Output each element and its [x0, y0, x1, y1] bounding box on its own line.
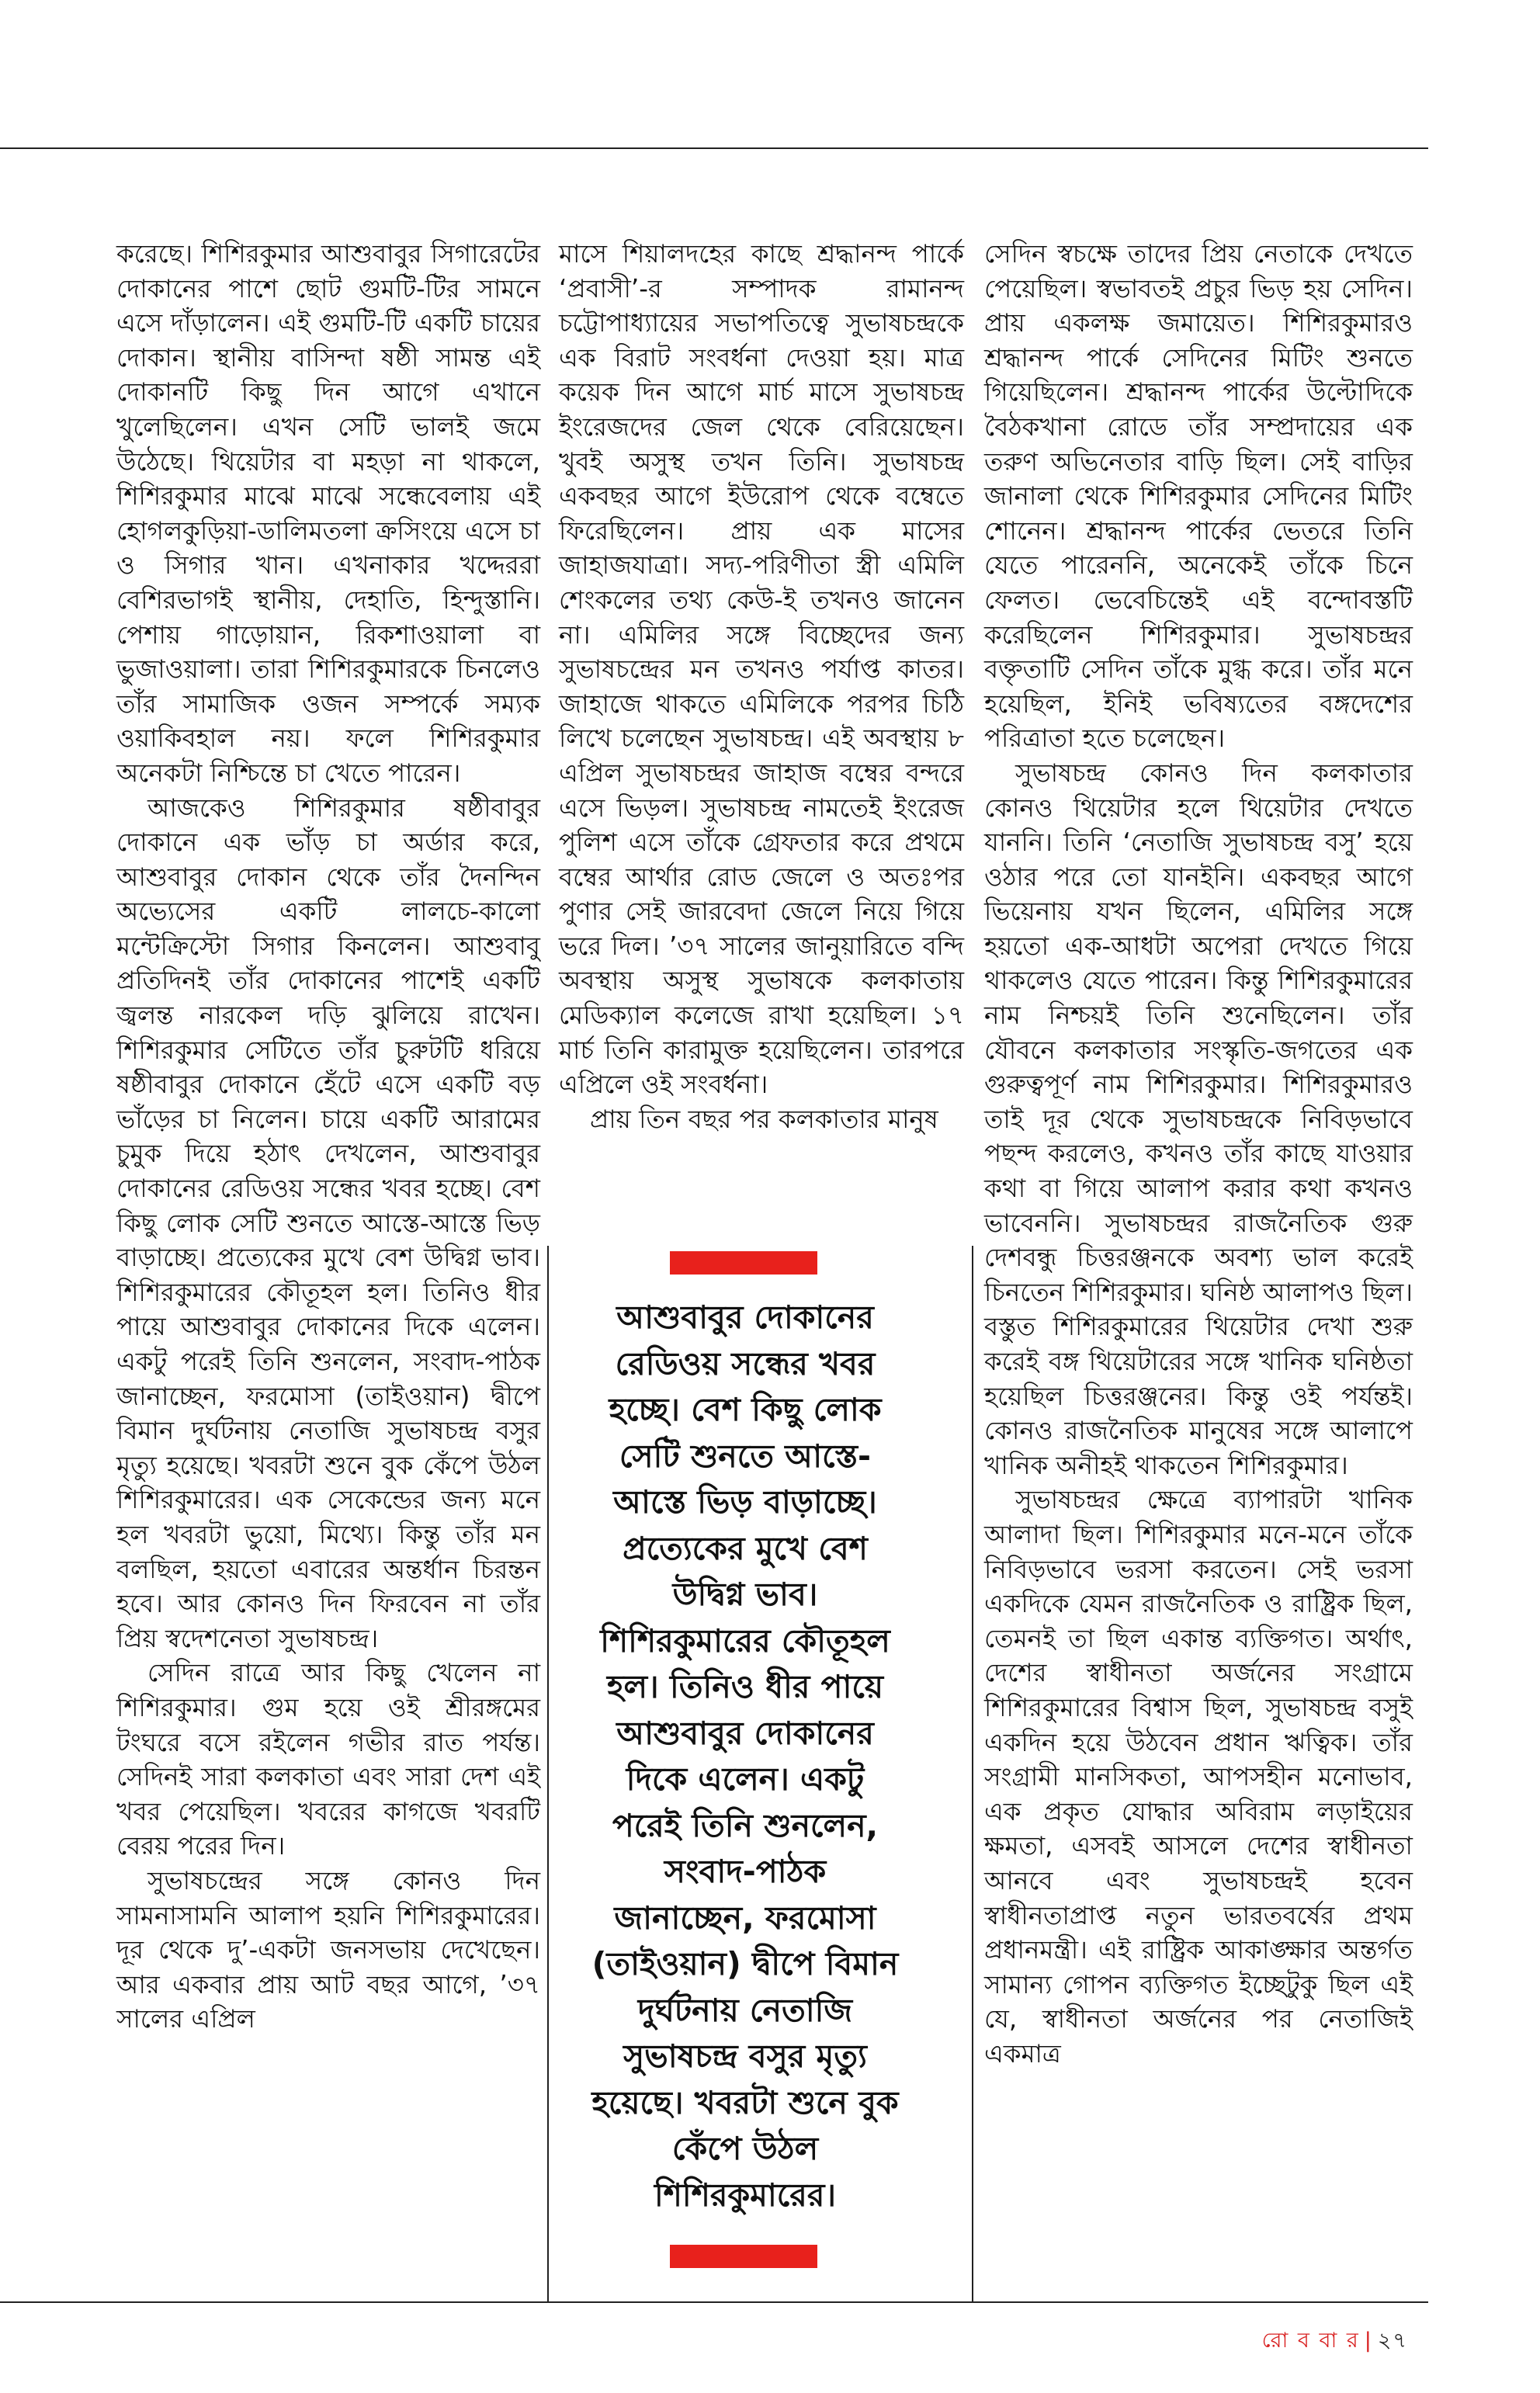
top-rule	[0, 147, 1428, 149]
article-paragraph: মাসে শিয়ালদহের কাছে শ্রদ্ধানন্দ পার্কে ‘প্রবাসী’-র সম্পাদক রামানন্দ চট্টোপাধ্যায়ের সভাপতিত্বে সুভাষচন্দ্রকে এক বিরাট সংবর্ধনা দেওয়া হয়। মাত্র কয়েক দিন আগে মার্চ মাসে সুভাষচন্দ্র ইংরেজদের জেল থেকে বেরিয়েছেন। খুবই অসুস্থ তখন তিনি। সুভাষচন্দ্র একবছর আগে ইউরোপ থেকে বম্বেতে ফিরেছিলেন। প্রায় এক মাসের জাহাজযাত্রা। সদ্য-পরিণীতা স্ত্রী এমিলি শেংকলের তথ্য কেউ-ই তখনও জানেন না। এমিলির সঙ্গে বিচ্ছেদের জন্য সুভাষচন্দ্রের মন তখনও পর্যাপ্ত কাতর। জাহাজে থাকতে এমিলিকে পরপর চিঠি লিখে চলেছেন সুভাষচন্দ্র। এই অবস্থায় ৮ এপ্রিল সুভাষচন্দ্রর জাহাজ বম্বের বন্দরে এসে ভিড়ল। সুভাষচন্দ্র নামতেই ইংরেজ পুলিশ এসে তাঁকে গ্রেফতার করে প্রথমে বম্বের আর্থার রোড জেলে ও অতঃপর পুণার সেই জারবেদা জেলে নিয়ে গিয়ে ভরে দিল। ’৩৭ সালের জানুয়ারিতে বন্দি অবস্থায় অসুস্থ সুভাষকে কলকাতায় মেডিক্যাল কলেজে রাখা হয়েছিল। ১৭ মার্চ তিনি কারামুক্ত হয়েছিলেন। তারপরে এপ্রিলে ওই সংবর্ধনা।	[559, 239, 964, 1100]
column-divider-right	[972, 1246, 973, 2301]
article-column-2	[559, 237, 964, 1136]
article-paragraph: আজকেও শিশিরকুমার ষষ্ঠীবাবুর দোকানে এক ভাঁড় চা অর্ডার করে, আশুবাবুর দোকান থেকে তাঁর দৈনন্দিন অভ্যেসের একটি লালচে-কালো মন্টেক্রিস্টো সিগার কিনলেন। আশুবাবু প্রতিদিনই তাঁর দোকানের পাশেই একটি জ্বলন্ত নারকেল দড়ি ঝুলিয়ে রাখেন। শিশিরকুমার সেটিতে তাঁর চুরুটটি ধরিয়ে ষষ্ঠীবাবুর দোকানে হেঁটে এসে একটি বড় ভাঁড়ের চা নিলেন। চায়ে একটি আরামের চুমুক দিয়ে হঠাৎ দেখলেন, আশুবাবুর দোকানের রেডিওয় সন্ধের খবর হচ্ছে। বেশ কিছু লোক সেটি শুনতে আস্তে-আস্তে ভিড় বাড়াচ্ছে। প্রত্যেকের মুখে বেশ উদ্বিগ্ন ভাব। শিশিরকুমারের কৌতূহল হল। তিনিও ধীর পায়ে আশুবাবুর দোকানের দিকে এলেন। একটু পরেই তিনি শুনলেন, সংবাদ-পাঠক জানাচ্ছেন, ফরমোসা (তাইওয়ান) দ্বীপে বিমান দুর্ঘটনায় নেতাজি সুভাষচন্দ্র বসুর মৃত্যু হয়েছে। খবরটা শুনে বুক কেঁপে উঠল শিশিরকুমারের। এক সেকেন্ডের জন্য মনে হল খবরটা ভুয়ো, মিথ্যে। কিন্তু তাঁর মন বলছিল, হয়তো এবারের অন্তর্ধান চিরন্তন হবে। আর কোনও দিন ফিরবেন না তাঁর প্রিয় স্বদেশনেতা সুভাষচন্দ্র।	[116, 792, 540, 1653]
pull-quote: আশুবাবুর দোকানের রেডিওয় সন্ধের খবর হচ্ছে। বেশ কিছু লোক সেটি শুনতে আস্তে-আস্তে ভিড় বাড়াচ্ছে। প্রত্যেকের মুখে বেশ উদ্বিগ্ন ভাব। শিশিরকুমারের কৌতূহল হল। তিনিও ধীর পায়ে আশুবাবুর দোকানের দিকে এলেন। একটু পরেই তিনি শুনলেন, সংবাদ-পাঠক জানাচ্ছেন, ফরমোসা (তাইওয়ান) দ্বীপে বিমান দুর্ঘটনায় নেতাজি সুভাষচন্দ্র বসুর মৃত্যু হয়েছে। খবরটা শুনে বুক কেঁপে উঠল শিশিরকুমারের।	[591, 1299, 899, 2214]
article-paragraph: করেছে। শিশিরকুমার আশুবাবুর সিগারেটের দোকানের পাশে ছোট গুমটি-টির সামনে এসে দাঁড়ালেন। এই গুমটি-টি একটি চায়ের দোকান। স্থানীয় বাসিন্দা ষষ্ঠী সামন্ত এই দোকানটি কিছু দিন আগে এখানে খুলেছিলেন। এখন সেটি ভালই জমে উঠেছে। থিয়েটার বা মহড়া না থাকলে, শিশিরকুমার মাঝে মাঝে সন্ধেবেলায় এই হোগলকুড়িয়া-ডালিমতলা ক্রসিংয়ে এসে চা ও সিগার খান। এখনাকার খদ্দেররা বেশিরভাগই স্থানীয়, দেহাতি, হিন্দুস্তানি। পেশায় গাড়োয়ান, রিকশাওয়ালা বা ভুজাওয়ালা। তারা শিশিরকুমারকে চিনলেও তাঁর সামাজিক ওজন সম্পর্কে সম্যক ওয়াকিবহাল নয়। ফলে শিশিরকুমার অনেকটা নিশ্চিন্তে চা খেতে পারেন।	[116, 239, 540, 788]
article-column-1	[116, 237, 540, 2037]
magazine-name: রো ব বা র	[1261, 2329, 1360, 2353]
article-paragraph: সুভাষচন্দ্রের সঙ্গে কোনও দিন সামনাসামনি আলাপ হয়নি শিশিরকুমারের। দূর থেকে দু’-একটা জনসভায় দেখেছেন। আর একবার প্রায় আট বছর আগে, ’৩৭ সালের এপ্রিল	[116, 1865, 540, 2034]
pull-quote-top-bar	[670, 1251, 817, 1275]
footer-separator: |	[1364, 2329, 1373, 2353]
article-column-3	[984, 237, 1413, 2071]
page-footer	[1262, 2325, 1408, 2360]
article-paragraph: সেদিন রাত্রে আর কিছু খেলেন না শিশিরকুমার। গুম হয়ে ওই শ্রীরঙ্গমের টংঘরে বসে রইলেন গভীর রাত পর্যন্ত। সেদিনই সারা কলকাতা এবং সারা দেশ এই খবর পেয়েছিল। খবরের কাগজে খবরটি বেরয় পরের দিন।	[116, 1658, 540, 1861]
page-number: ২৭	[1377, 2329, 1408, 2353]
pull-quote-bottom-bar	[670, 2245, 817, 2268]
bottom-rule	[0, 2301, 1428, 2303]
article-paragraph: প্রায় তিন বছর পর কলকাতার মানুষ	[590, 1104, 938, 1134]
article-paragraph: সুভাষচন্দ্রর ক্ষেত্রে ব্যাপারটা খানিক আলাদা ছিল। শিশিরকুমার মনে-মনে তাঁকে নিবিড়ভাবে ভরসা করতেন। সেই ভরসা একদিকে যেমন রাজনৈতিক ও রাষ্ট্রিক ছিল, তেমনই তা ছিল একান্ত ব্যক্তিগত। অর্থাৎ, দেশের স্বাধীনতা অর্জনের সংগ্রামে শিশিরকুমারের বিশ্বাস ছিল, সুভাষচন্দ্র বসুই একদিন হয়ে উঠবেন প্রধান ঋত্বিক। তাঁর সংগ্রামী মানসিকতা, আপসহীন মনোভাব, এক প্রকৃত যোদ্ধার অবিরাম লড়াইয়ের ক্ষমতা, এসবই আসলে দেশের স্বাধীনতা আনবে এবং সুভাষচন্দ্রই হবেন স্বাধীনতাপ্রাপ্ত নতুন ভারতবর্ষের প্রথম প্রধানমন্ত্রী। এই রাষ্ট্রিক আকাঙ্ক্ষার অন্তর্গত সামান্য গোপন ব্যক্তিগত ইচ্ছেটুকু ছিল এই যে, স্বাধীনতা অর্জনের পর নেতাজিই একমাত্র	[984, 1485, 1413, 2069]
article-paragraph: সুভাষচন্দ্র কোনও দিন কলকাতার কোনও থিয়েটার হলে থিয়েটার দেখতে যাননি। তিনি ‘নেতাজি সুভাষচন্দ্র বসু’ হয়ে ওঠার পরে তো যানইনি। একবছর আগে ভিয়েনায় যখন ছিলেন, এমিলির সঙ্গে হয়তো এক-আধটা অপেরা দেখতে গিয়ে থাকলেও যেতে পারেন। কিন্তু শিশিরকুমারের নাম নিশ্চয়ই তিনি শুনেছিলেন। তাঁর যৌবনে কলকাতার সংস্কৃতি-জগতের এক গুরুত্বপূর্ণ নাম শিশিরকুমার। শিশিরকুমারও তাই দূর থেকে সুভাষচন্দ্রকে নিবিড়ভাবে পছন্দ করলেও, কখনও তাঁর কাছে যাওয়ার কথা বা গিয়ে আলাপ করার কথা কখনও ভাবেননি। সুভাষচন্দ্রর রাজনৈতিক গুরু দেশবন্ধু চিত্তরঞ্জনকে অবশ্য ভাল করেই চিনতেন শিশিরকুমার। ঘনিষ্ঠ আলাপও ছিল। বস্তুত শিশিরকুমারের থিয়েটার দেখা শুরু করেই বঙ্গ থিয়েটারের সঙ্গে খানিক ঘনিষ্ঠতা হয়েছিল চিত্তরঞ্জনের। কিন্তু ওই পর্যন্তই। কোনও রাজনৈতিক মানুষের সঙ্গে আলাপে খানিক অনীহই থাকতেন শিশিরকুমার।	[984, 758, 1413, 1480]
article-paragraph: সেদিন স্বচক্ষে তাদের প্রিয় নেতাকে দেখতে পেয়েছিল। স্বভাবতই প্রচুর ভিড় হয় সেদিন। প্রায় একলক্ষ জমায়েত। শিশিরকুমারও শ্রদ্ধানন্দ পার্কে সেদিনের মিটিং শুনতে গিয়েছিলেন। শ্রদ্ধানন্দ পার্কের উল্টোদিকে বৈঠকখানা রোডে তাঁর সম্প্রদায়ের এক তরুণ অভিনেতার বাড়ি ছিল। সেই বাড়ির জানালা থেকে শিশিরকুমার সেদিনের মিটিং শোনেন। শ্রদ্ধানন্দ পার্কের ভেতরে তিনি যেতে পারেননি, অনেকেই তাঁকে চিনে ফেলত। ভেবেচিন্তেই এই বন্দোবস্তটি করেছিলেন শিশিরকুমার। সুভাষচন্দ্রর বক্তৃতাটি সেদিন তাঁকে মুগ্ধ করে। তাঁর মনে হয়েছিল, ইনিই ভবিষ্যতের বঙ্গদেশের পরিত্রাতা হতে চলেছেন।	[984, 239, 1413, 754]
column-divider-left	[547, 1246, 549, 2301]
